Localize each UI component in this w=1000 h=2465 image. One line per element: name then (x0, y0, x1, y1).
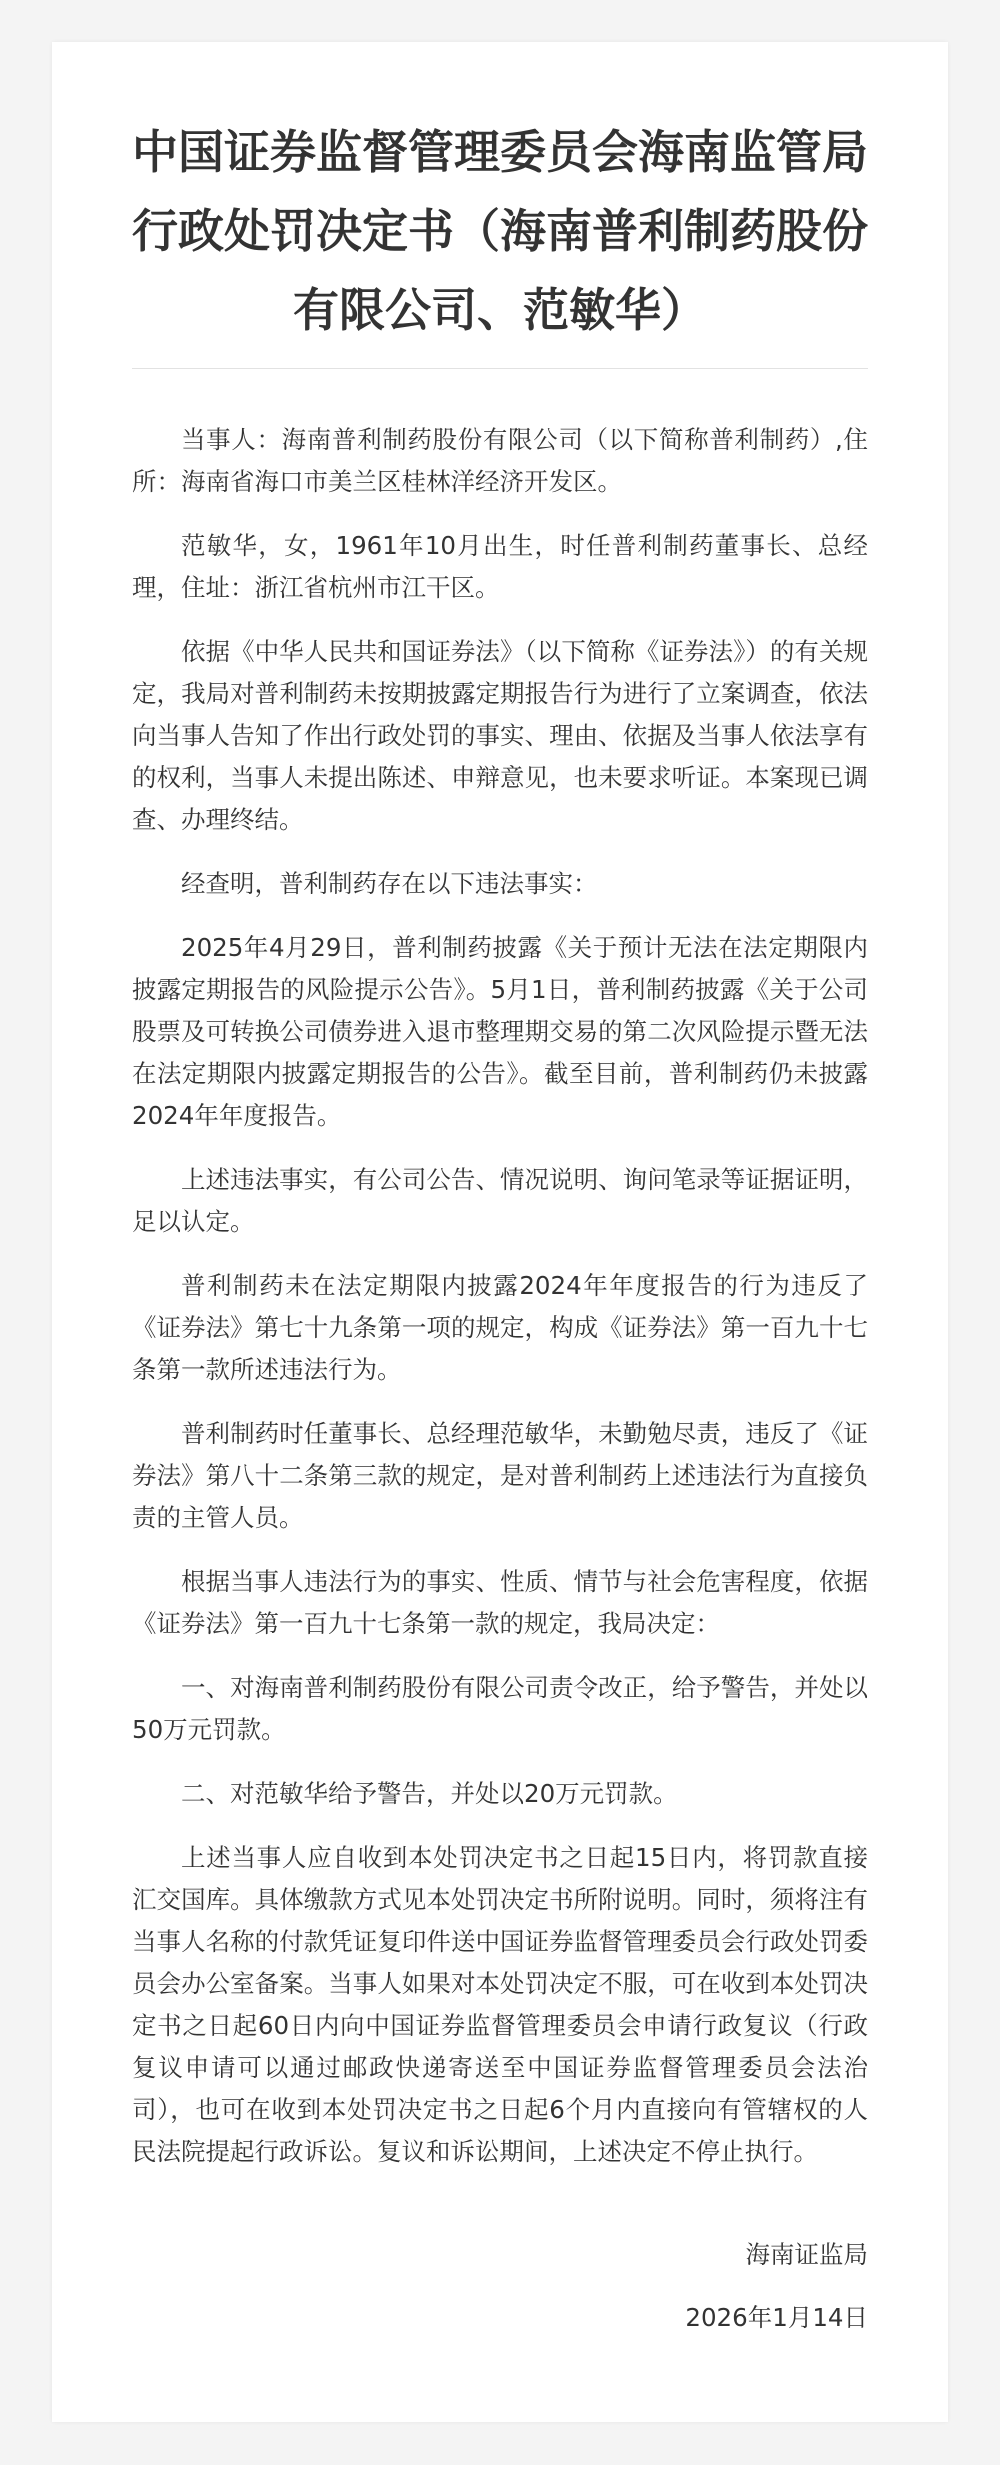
paragraph-penalty-company: 一、对海南普利制药股份有限公司责令改正，给予警告，并处以50万元罚款。 (132, 1673, 868, 1744)
paragraph-basis: 依据《中华人民共和国证券法》（以下简称《证券法》）的有关规定，我局对普利制药未按期披露定期报告行为进行了立案调查，依法向当事人告知了作出行政处罚的事实、理由、依据及当事人依法享有的权利，当事人未提出陈述、申辩意见，也未要求听证。本案现已调查、办理终结。 (132, 637, 868, 834)
title-divider (132, 368, 868, 369)
paragraph-violation: 普利制药未在法定期限内披露2024年年度报告的行为违反了《证券法》第七十九条第一项的规定，构成《证券法》第一百九十七条第一款所述违法行为。 (132, 1271, 868, 1384)
paragraph-payment-appeal: 上述当事人应自收到本处罚决定书之日起15日内，将罚款直接汇交国库。具体缴款方式见本处罚决定书所附说明。同时，须将注有当事人名称的付款凭证复印件送中国证券监督管理委员会行政处罚委员会办公室备案。当事人如果对本处罚决定不服，可在收到本处罚决定书之日起60日内向中国证券监督管理委员会申请行政复议（行政复议申请可以通过邮政快递寄送至中国证券监督管理委员会法治司），也可在收到本处罚决定书之日起6个月内直接向有管辖权的人民法院提起行政诉讼。复议和诉讼期间，上述决定不停止执行。 (132, 1843, 868, 2166)
paragraph-evidence: 上述违法事实，有公司公告、情况说明、询问笔录等证据证明，足以认定。 (132, 1165, 868, 1236)
document-card (52, 42, 948, 2422)
paragraph-responsible-person: 普利制药时任董事长、总经理范敏华，未勤勉尽责，违反了《证券法》第八十二条第三款的规定，是对普利制药上述违法行为直接负责的主管人员。 (132, 1419, 868, 1532)
document-body (132, 419, 868, 2173)
issue-date: 2026年1月14日 (685, 2303, 868, 2332)
issuer-signature: 海南证监局 (745, 2240, 868, 2269)
paragraph-findings-intro: 经查明，普利制药存在以下违法事实： (181, 869, 598, 898)
paragraph-facts: 2025年4月29日，普利制药披露《关于预计无法在法定期限内披露定期报告的风险提示公告》。5月1日，普利制药披露《关于公司股票及可转换公司债券进入退市整理期交易的第二次风险提示暨无法在法定期限内披露定期报告的公告》。截至目前，普利制药仍未披露2024年年度报告。 (132, 933, 868, 1130)
paragraph-penalty-person: 二、对范敏华给予警告，并处以20万元罚款。 (181, 1779, 678, 1808)
paragraph-parties-person: 范敏华，女，1961年10月出生，时任普利制药董事长、总经理，住址：浙江省杭州市江干区。 (132, 531, 868, 602)
paragraph-parties-company: 当事人：海南普利制药股份有限公司（以下简称普利制药）,住所：海南省海口市美兰区桂林洋经济开发区。 (132, 425, 868, 496)
paragraph-decision-intro: 根据当事人违法行为的事实、性质、情节与社会危害程度，依据《证券法》第一百九十七条第一款的规定，我局决定： (132, 1567, 868, 1638)
page-title: 中国证券监督管理委员会海南监管局行政处罚决定书（海南普利制药股份有限公司、范敏华） (132, 125, 868, 337)
